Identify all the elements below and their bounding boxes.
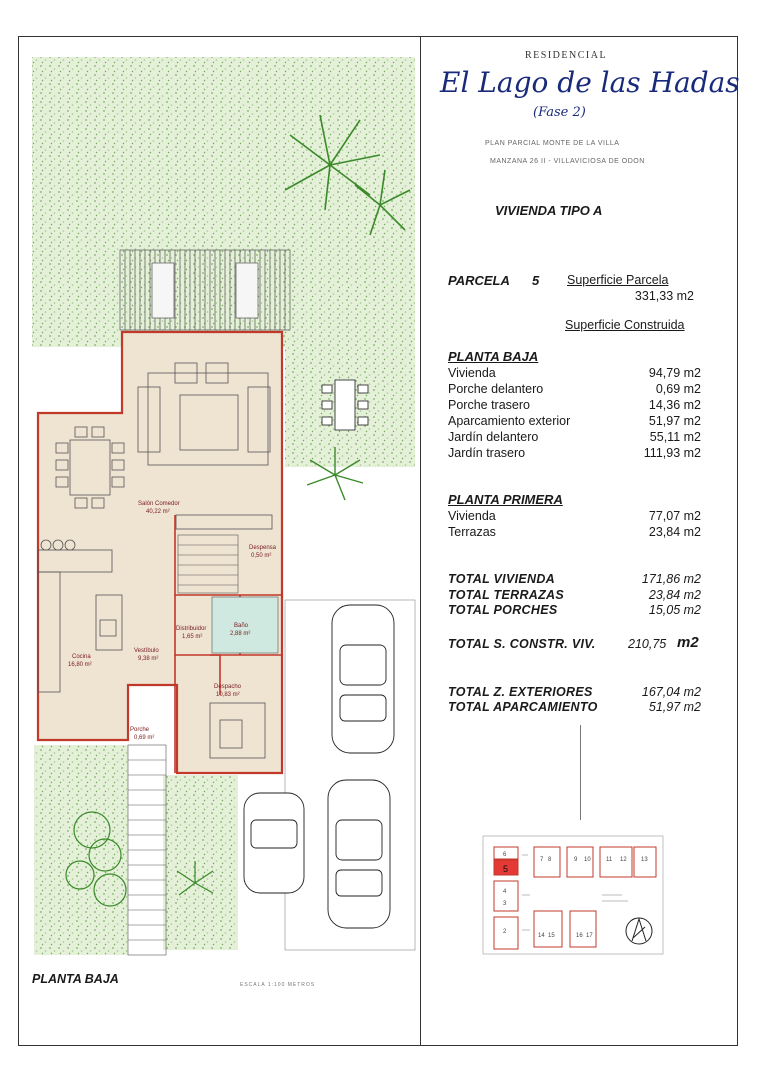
- lot-number: 12: [620, 857, 627, 863]
- room-label-porche: Porche: [130, 727, 150, 733]
- room-label-bano: Baño: [234, 623, 249, 629]
- patio-table: [322, 380, 368, 430]
- planta-baja-title: PLANTA BAJA: [448, 349, 539, 364]
- scale-text: ESCALA 1:100 METROS: [240, 982, 316, 988]
- planta-primera-title: PLANTA PRIMERA: [448, 492, 563, 507]
- car-icon: [244, 793, 304, 893]
- room-area-porche: 0,69 m²: [134, 735, 155, 741]
- room-area-cocina: 16,80 m²: [68, 662, 92, 668]
- leader-line: [580, 725, 581, 820]
- pb-row-value: 14,36 m2: [648, 398, 701, 412]
- total-value: 23,84 m2: [648, 588, 701, 602]
- lot-number: 4: [503, 889, 507, 895]
- room-area-salon: 40,22 m²: [146, 509, 170, 515]
- parcela-number: 5: [532, 273, 540, 288]
- front-garden: [34, 745, 128, 955]
- sheet-divider: [420, 36, 421, 1046]
- lot-number: 8: [548, 857, 552, 863]
- pb-row-label: Aparcamiento exterior: [448, 414, 571, 428]
- room-label-despacho: Despacho: [214, 684, 242, 690]
- lot-number: 2: [503, 929, 507, 935]
- lot-number: 3: [503, 901, 507, 907]
- pp-row-label: Terrazas: [448, 525, 496, 539]
- rear-garden: [32, 57, 415, 347]
- room-label-vestibulo: Vestíbulo: [134, 648, 159, 654]
- room-label-distribuidor: Distribuidor: [176, 626, 207, 632]
- parcela-label: PARCELA: [448, 273, 510, 288]
- car-icon: [328, 780, 390, 928]
- total-label: TOTAL VIVIENDA: [448, 572, 555, 586]
- lot-number: 13: [641, 857, 648, 863]
- lot-number: 7: [540, 857, 544, 863]
- car-icon: [332, 605, 394, 753]
- lot-number: 9: [574, 857, 578, 863]
- pb-row-value: 94,79 m2: [648, 366, 701, 380]
- residencial-label: RESIDENCIAL: [525, 50, 608, 61]
- lot-number: 16: [576, 933, 583, 939]
- pb-row-value: 51,97 m2: [648, 414, 701, 428]
- superficie-construida-label: Superficie Construida: [565, 318, 685, 332]
- total-constr-value: 210,75: [628, 637, 667, 651]
- plan-parcial-label: PLAN PARCIAL MONTE DE LA VILLA: [485, 140, 620, 147]
- total-value: 15,05 m2: [648, 603, 701, 617]
- room-label-salon: Salón Comedor: [138, 501, 180, 507]
- total-value: 171,86 m2: [641, 572, 701, 586]
- room-area-distribuidor: 1,65 m²: [182, 634, 203, 640]
- site-location-map: [482, 835, 667, 957]
- pb-row-label: Vivienda: [448, 366, 496, 380]
- pb-row-label: Porche delantero: [448, 382, 544, 396]
- lot-number-highlight: 5: [503, 864, 509, 874]
- front-garden-center: [163, 775, 238, 950]
- pp-row-value: 77,07 m2: [648, 509, 701, 523]
- front-steps: [128, 745, 166, 955]
- pp-row-value: 23,84 m2: [648, 525, 701, 539]
- room-label-cocina: Cocina: [72, 654, 91, 660]
- room-label-despensa: Despensa: [249, 545, 277, 551]
- total-label: TOTAL TERRAZAS: [448, 588, 565, 602]
- floor-plan: [30, 55, 420, 965]
- superficie-parcela-value: 331,33 m2: [634, 289, 694, 303]
- lot-number: 11: [606, 857, 613, 863]
- manzana-label: MANZANA 26 II - VILLAVICIOSA DE ODON: [490, 158, 645, 165]
- room-area-despacho: 10,83 m²: [216, 692, 240, 698]
- superficie-parcela-label: Superficie Parcela: [567, 273, 669, 287]
- lot-number: 6: [503, 852, 507, 858]
- pb-row-value: 55,11 m2: [649, 430, 701, 444]
- room-area-vestibulo: 9,38 m²: [138, 656, 159, 662]
- lot-number: 14: [538, 933, 545, 939]
- pb-row-label: Jardín delantero: [448, 430, 539, 444]
- room-area-despensa: 0,50 m²: [251, 553, 272, 559]
- total-constr-label: TOTAL S. CONSTR. VIV.: [448, 637, 596, 651]
- plan-label: PLANTA BAJA: [32, 972, 119, 986]
- pb-row-label: Porche trasero: [448, 398, 530, 412]
- total-value: 51,97 m2: [648, 700, 701, 714]
- total-label: TOTAL PORCHES: [448, 603, 558, 617]
- lot-number: 15: [548, 933, 555, 939]
- vivienda-tipo: VIVIENDA TIPO A: [495, 203, 603, 218]
- room-area-bano: 2,88 m²: [230, 631, 251, 637]
- total-label: TOTAL Z. EXTERIORES: [448, 685, 593, 699]
- pb-row-label: Jardín trasero: [448, 446, 526, 460]
- pb-row-value: 0,69 m2: [655, 382, 701, 396]
- development-name: El Lago de las Hadas: [440, 66, 740, 99]
- total-value: 167,04 m2: [641, 685, 701, 699]
- lot-number: 10: [584, 857, 591, 863]
- total-label: TOTAL APARCAMIENTO: [448, 700, 598, 714]
- pp-row-label: Vivienda: [448, 509, 496, 523]
- total-constr-unit: m2: [677, 634, 699, 651]
- development-phase: (Fase 2): [533, 105, 586, 120]
- pb-row-value: 111,93 m2: [643, 446, 701, 460]
- lot-number: 17: [586, 933, 593, 939]
- north-arrow-icon: [626, 918, 652, 944]
